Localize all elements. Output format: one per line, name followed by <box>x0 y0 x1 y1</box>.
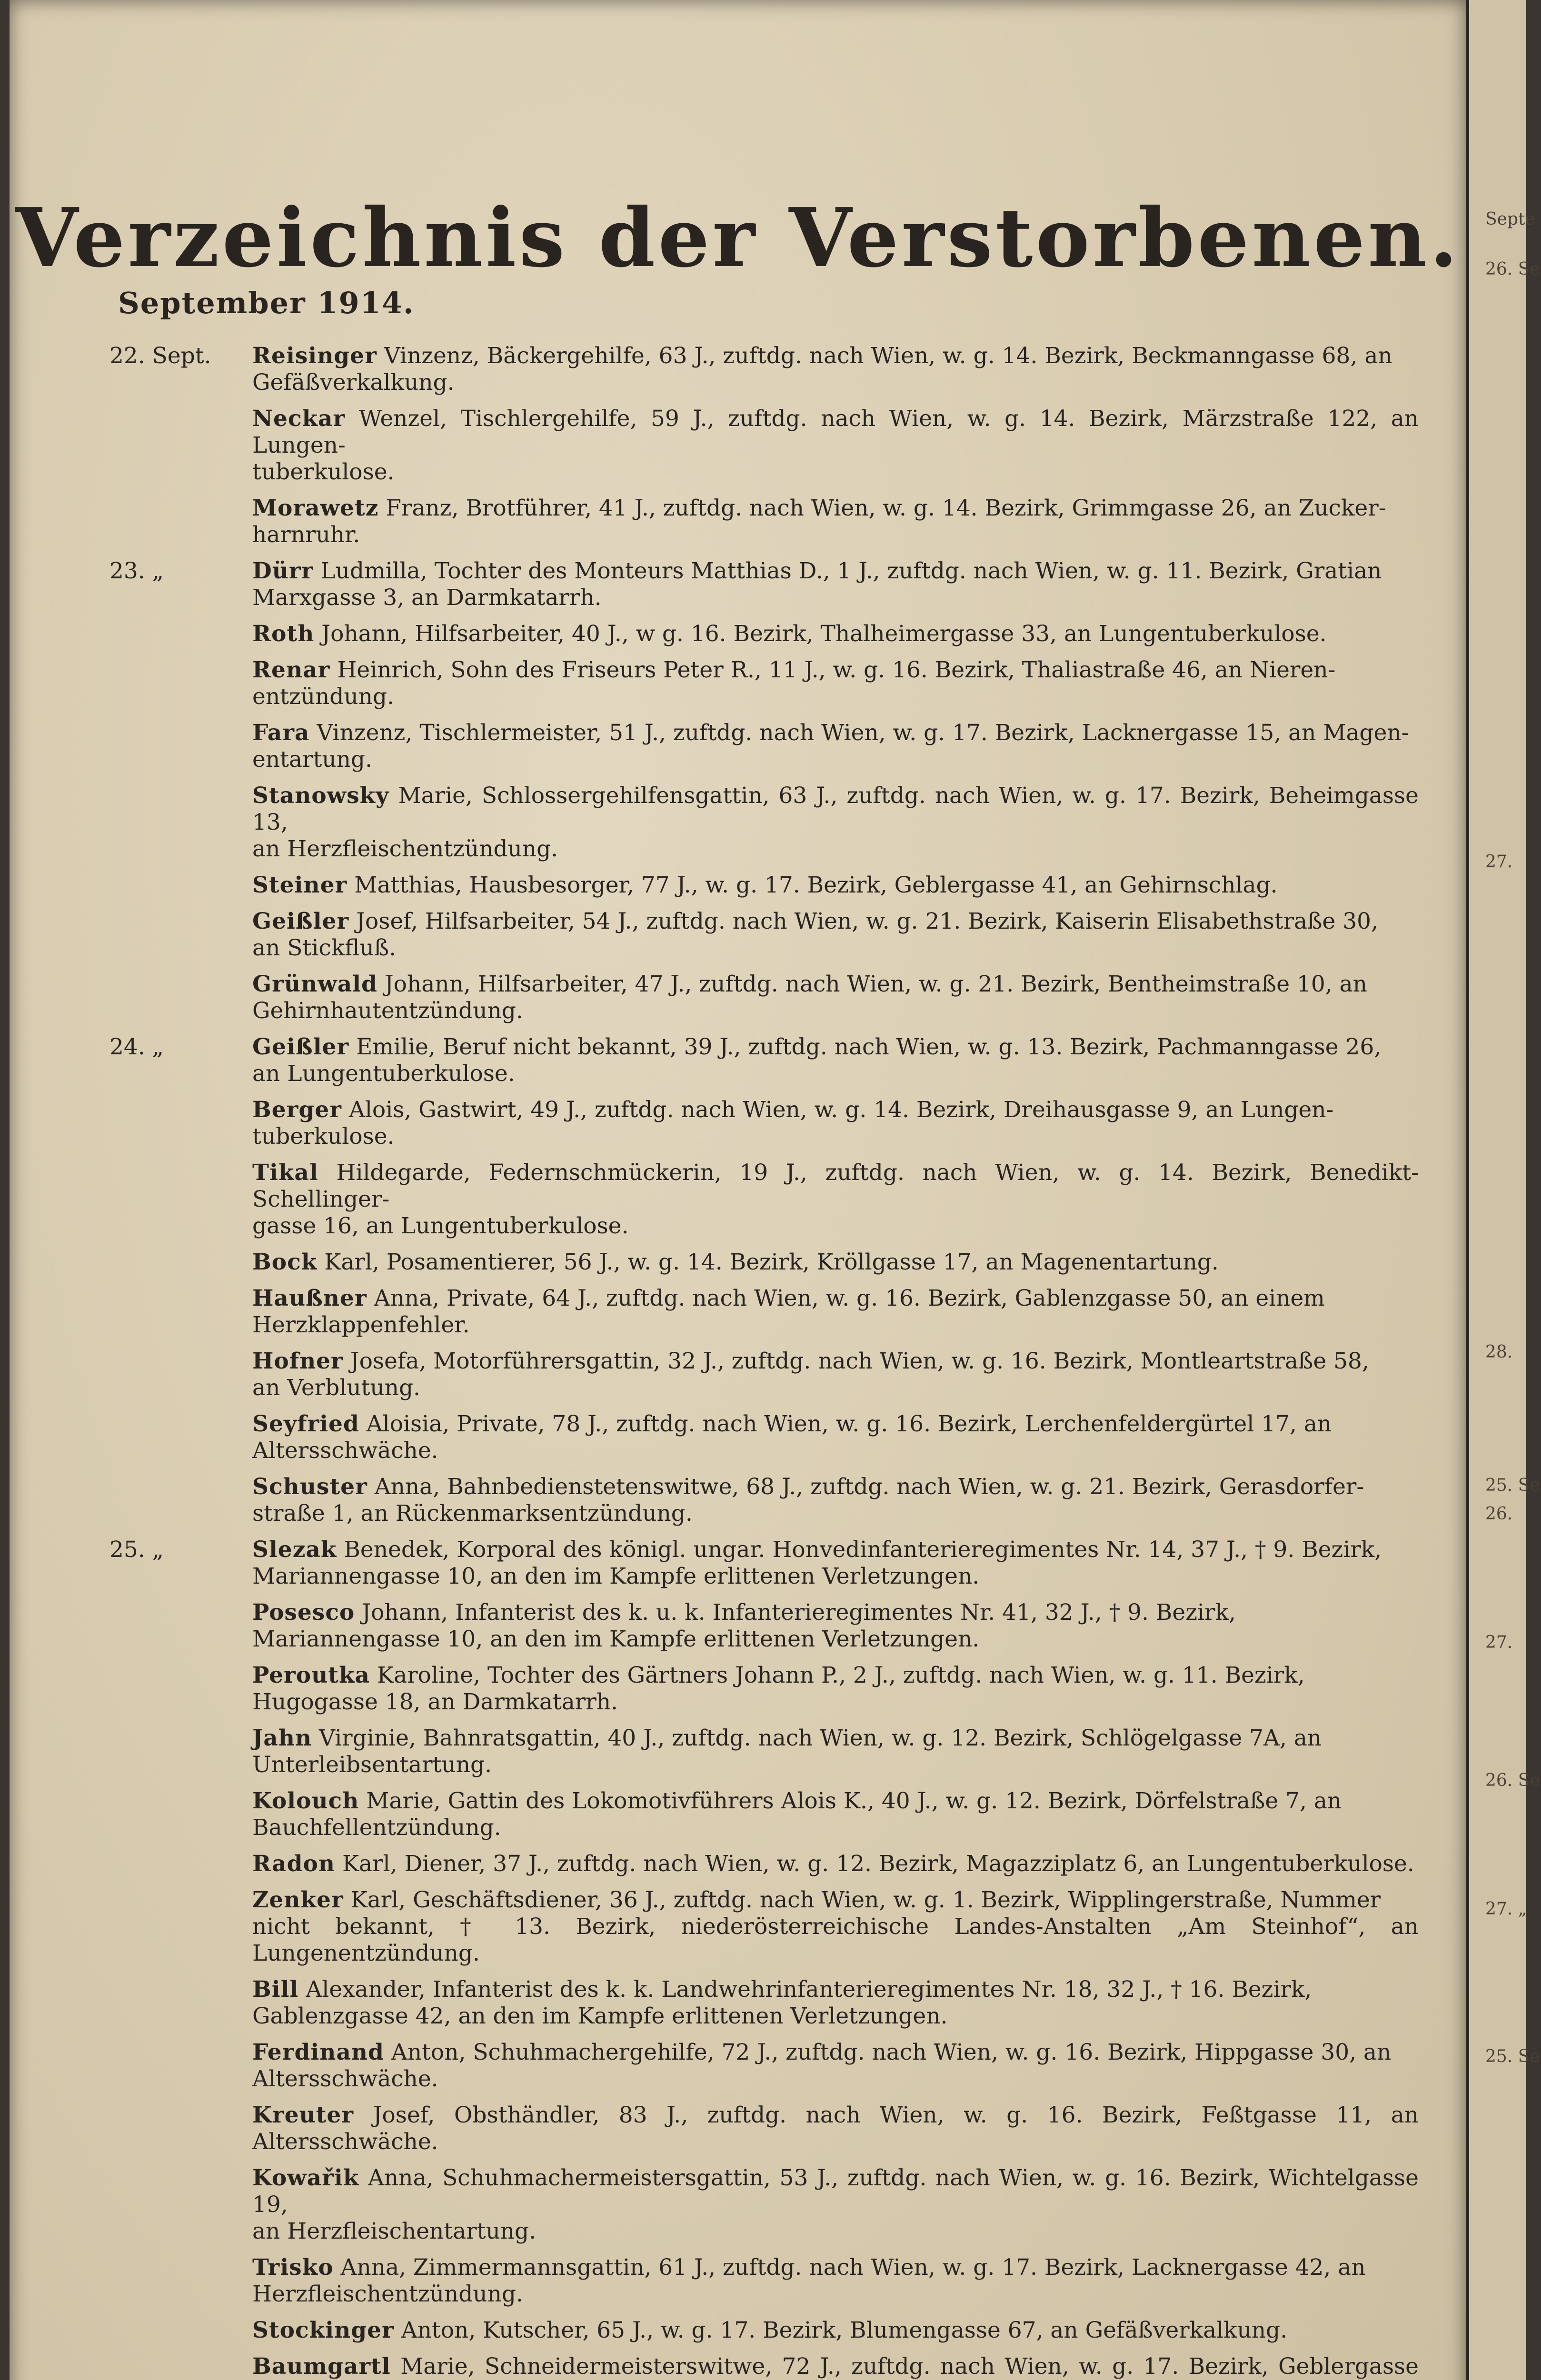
adjacent-page-fragment: 28. <box>1485 1342 1513 1362</box>
deceased-name: Kowařik <box>252 2165 359 2191</box>
entry-continuation: Bauchfellentzündung. <box>252 1815 501 1841</box>
entry-body <box>252 1411 1419 1438</box>
deceased-name: Haußner <box>252 1285 367 1311</box>
entry-details: Josefa, Motorführersgattin, 32 J., zuftdg. nach Wien, w. g. 16. Bezirk, Montleartstraße 58, <box>350 1348 1369 1374</box>
entry-details: Anna, Private, 64 J., zuftdg. nach Wien, w. g. 16. Bezirk, Gablenzgasse 50, an einem <box>374 1285 1325 1311</box>
entry-continuation: tuberkulose. <box>252 1123 395 1150</box>
entry-continuation: Mariannengasse 10, an den im Kampfe erlittenen Verletzungen. <box>252 1563 980 1589</box>
deceased-name: Posesco <box>252 1599 355 1626</box>
list-item <box>90 1788 1419 1841</box>
list-item <box>90 343 1419 396</box>
list-item <box>90 783 1419 863</box>
entry-body <box>252 908 1419 935</box>
list-item <box>90 1160 1419 1240</box>
deceased-name: Kreuter <box>252 2102 354 2128</box>
month-heading: September 1914. <box>118 286 415 320</box>
list-item <box>90 2317 1419 2344</box>
list-item <box>90 406 1419 486</box>
list-item <box>90 1599 1419 1653</box>
death-register-list <box>90 343 1419 2380</box>
entry-details: Josef, Obsthändler, 83 J., zuftdg. nach Wien, w. g. 16. Bezirk, Feßtgasse 11, an Altersschwäche. <box>252 2102 1419 2155</box>
deceased-name: Slezak <box>252 1537 337 1563</box>
entry-body <box>252 2254 1419 2281</box>
entry-body <box>252 1788 1419 1815</box>
entry-body <box>252 872 1419 899</box>
entry-details: Karl, Geschäftsdiener, 36 J., zuftdg. nach Wien, w. g. 1. Bezirk, Wipplingerstraße, Nummer <box>350 1887 1381 1913</box>
list-item <box>90 1851 1419 1877</box>
entry-body <box>252 657 1419 684</box>
list-item <box>90 1887 1419 1967</box>
entry-continuation: Gefäßverkalkung. <box>252 369 455 396</box>
list-item <box>90 1411 1419 1464</box>
entry-continuation: an Stickfluß. <box>252 935 397 961</box>
entry-body <box>252 1160 1419 1213</box>
list-item <box>90 2102 1419 2155</box>
entry-details: Anton, Kutscher, 65 J., w. g. 17. Bezirk, Blumengasse 67, an Gefäßverkalkung. <box>401 2317 1288 2343</box>
deceased-name: Grünwald <box>252 971 378 997</box>
deceased-name: Stanowsky <box>252 783 389 809</box>
entry-continuation: an Herzfleischentzündung. <box>252 836 558 862</box>
adjacent-page-fragment: 26. Se <box>1485 259 1540 279</box>
entry-body <box>252 971 1419 998</box>
list-item <box>90 1725 1419 1778</box>
entry-body <box>252 2039 1419 2066</box>
entry-body <box>252 783 1419 836</box>
entry-body <box>252 2353 1419 2380</box>
register-page <box>10 0 1466 2380</box>
adjacent-page-fragment: 25. Se <box>1485 1476 1540 1495</box>
list-item <box>90 1537 1419 1590</box>
entry-details: Johann, Hilfsarbeiter, 40 J., w g. 16. Bezirk, Thalheimergasse 33, an Lungentuberkulose. <box>321 621 1327 647</box>
entry-continuation: Mariannengasse 10, an den im Kampfe erlittenen Verletzungen. <box>252 1626 980 1652</box>
list-item <box>90 1285 1419 1339</box>
entry-details: Vinzenz, Tischlermeister, 51 J., zuftdg. nach Wien, w. g. 17. Bezirk, Lacknergasse 15, an Magen- <box>317 720 1409 746</box>
list-item <box>90 1474 1419 1527</box>
list-item <box>90 971 1419 1024</box>
list-item <box>90 621 1419 647</box>
entry-body <box>252 2165 1419 2218</box>
entry-continuation: Hugogasse 18, an Darmkatarrh. <box>252 1689 618 1715</box>
adjacent-page-fragment: 26. Se <box>1485 1771 1540 1790</box>
entry-continuation: Gablenzgasse 42, an den im Kampfe erlittenen Verletzungen. <box>252 2003 948 2029</box>
deceased-name: Baumgartl <box>252 2353 391 2380</box>
entry-continuation: an Herzfleischentartung. <box>252 2218 537 2244</box>
entry-continuation: an Verblutung. <box>252 1375 420 1401</box>
entry-body <box>252 1537 1419 1563</box>
entry-continuation: harnruhr. <box>252 522 360 548</box>
deceased-name: Stockinger <box>252 2317 394 2343</box>
entry-body <box>252 621 1419 647</box>
deceased-name: Kolouch <box>252 1788 359 1814</box>
adjacent-page-fragment: Septe <box>1485 209 1535 229</box>
entry-details: Matthias, Hausbesorger, 77 J., w. g. 17. Bezirk, Geblergasse 41, an Gehirnschlag. <box>354 872 1278 898</box>
entry-details: Karoline, Tochter des Gärtners Johann P., 2 J., zuftdg. nach Wien, w. g. 11. Bezirk, <box>377 1662 1305 1688</box>
deceased-name: Zenker <box>252 1887 344 1913</box>
list-item <box>90 1249 1419 1276</box>
entry-details: Ludmilla, Tochter des Monteurs Matthias D., 1 J., zuftdg. nach Wien, w. g. 11. Bezirk, Gratian <box>320 558 1382 584</box>
list-item <box>90 1348 1419 1401</box>
adjacent-page-edge <box>1466 0 1540 2380</box>
list-item <box>90 908 1419 962</box>
entry-continuation: an Lungentuberkulose. <box>252 1061 515 1087</box>
page-title: Verzeichnis der Verstorbenen. <box>15 190 1461 286</box>
entry-continuation: entartung. <box>252 746 372 773</box>
entry-details: Anna, Schuhmachermeistersgattin, 53 J., zuftdg. nach Wien, w. g. 16. Bezirk, Wichtelgasse 19, <box>252 2165 1419 2218</box>
deceased-name: Fara <box>252 720 310 746</box>
entry-details: Wenzel, Tischlergehilfe, 59 J., zuftdg. nach Wien, w. g. 14. Bezirk, Märzstraße 122, an Lungen- <box>252 406 1419 458</box>
entry-continuation: gasse 16, an Lungentuberkulose. <box>252 1213 629 1239</box>
entry-body <box>252 1034 1419 1061</box>
deceased-name: Neckar <box>252 406 346 432</box>
entry-body <box>252 720 1419 746</box>
entry-details: Marie, Schlossergehilfensgattin, 63 J., zuftdg. nach Wien, w. g. 17. Bezirk, Beheimgasse 13, <box>252 783 1419 835</box>
adjacent-page-fragment: 25. Se <box>1485 2047 1540 2066</box>
deceased-name: Ferdinand <box>252 2039 384 2065</box>
entry-continuation: Altersschwäche. <box>252 1438 438 1464</box>
entry-details: Anton, Schuhmachergehilfe, 72 J., zuftdg. nach Wien, w. g. 16. Bezirk, Hippgasse 30, an <box>391 2039 1392 2065</box>
deceased-name: Renar <box>252 657 330 683</box>
list-item <box>90 2254 1419 2308</box>
list-item <box>90 2353 1419 2380</box>
deceased-name: Trisko <box>252 2254 334 2281</box>
entry-body <box>252 1348 1419 1375</box>
entry-continuation: Herzklappenfehler. <box>252 1312 470 1338</box>
deceased-name: Morawetz <box>252 495 379 521</box>
adjacent-page-fragment: 27. „ <box>1485 1899 1527 1919</box>
list-item <box>90 720 1419 773</box>
entry-details: Johann, Hilfsarbeiter, 47 J., zuftdg. nach Wien, w. g. 21. Bezirk, Bentheimstraße 10, an <box>384 971 1367 997</box>
deceased-name: Schuster <box>252 1474 368 1500</box>
entry-body <box>252 1662 1419 1689</box>
entry-details: Johann, Infanterist des k. u. k. Infanterieregimentes Nr. 41, 32 J., † 9. Bezirk, <box>362 1599 1236 1626</box>
deceased-name: Bock <box>252 1249 318 1275</box>
list-item <box>90 2039 1419 2092</box>
entry-continuation: tuberkulose. <box>252 459 395 485</box>
entry-body <box>252 343 1419 369</box>
list-item <box>90 1034 1419 1087</box>
entry-continuation: Marxgasse 3, an Darmkatarrh. <box>252 585 602 611</box>
entry-details: Anna, Zimmermannsgattin, 61 J., zuftdg. nach Wien, w. g. 17. Bezirk, Lacknergasse 42, an <box>340 2254 1366 2281</box>
list-item <box>90 2165 1419 2245</box>
adjacent-page-fragment: 26. <box>1485 1504 1513 1524</box>
entry-body <box>252 558 1419 585</box>
entry-details: Alois, Gastwirt, 49 J., zuftdg. nach Wien, w. g. 14. Bezirk, Dreihausgasse 9, an Lungen- <box>348 1097 1334 1123</box>
entry-details: Aloisia, Private, 78 J., zuftdg. nach Wien, w. g. 16. Bezirk, Lerchenfeldergürtel 17, an <box>366 1411 1332 1437</box>
entry-body <box>252 1474 1419 1500</box>
list-item <box>90 1662 1419 1716</box>
entry-body <box>252 406 1419 459</box>
entry-details: Alexander, Infanterist des k. k. Landwehrinfanterieregimentes Nr. 18, 32 J., † 16. Bezirk, <box>306 1976 1312 2003</box>
entry-date: 25. „ <box>109 1537 164 1563</box>
entry-body <box>252 1599 1419 1626</box>
list-item <box>90 872 1419 899</box>
adjacent-page-fragment: 27. <box>1485 1633 1513 1652</box>
deceased-name: Peroutka <box>252 1662 370 1688</box>
entry-continuation: Unterleibsentartung. <box>252 1752 492 1778</box>
entry-date: 23. „ <box>109 558 164 584</box>
entry-details: Virginie, Bahnratsgattin, 40 J., zuftdg. nach Wien, w. g. 12. Bezirk, Schlögelgasse 7A, an <box>319 1725 1322 1751</box>
entry-details: Karl, Posamentierer, 56 J., w. g. 14. Bezirk, Kröllgasse 17, an Magenentartung. <box>324 1249 1219 1275</box>
entry-body <box>252 1097 1419 1123</box>
entry-continuation: Gehirnhautentzündung. <box>252 998 523 1024</box>
list-item <box>90 1976 1419 2030</box>
entry-details: Hildegarde, Federnschmückerin, 19 J., zuftdg. nach Wien, w. g. 14. Bezirk, Benedikt-Schellinger- <box>252 1160 1419 1212</box>
entry-details: Emilie, Beruf nicht bekannt, 39 J., zuftdg. nach Wien, w. g. 13. Bezirk, Pachmanngasse 26, <box>356 1034 1382 1060</box>
entry-body <box>252 1249 1419 1276</box>
deceased-name: Bill <box>252 1976 299 2003</box>
list-item <box>90 1097 1419 1150</box>
entry-body <box>252 1285 1419 1312</box>
entry-body <box>252 495 1419 522</box>
entry-details: Josef, Hilfsarbeiter, 54 J., zuftdg. nach Wien, w. g. 21. Bezirk, Kaiserin Elisabethstraße 30, <box>356 908 1378 934</box>
deceased-name: Tikal <box>252 1160 318 1186</box>
deceased-name: Hofner <box>252 1348 343 1374</box>
entry-continuation: entzündung. <box>252 684 394 710</box>
entry-continuation: straße 1, an Rückenmarksentzündung. <box>252 1500 693 1527</box>
entry-details: Marie, Schneidermeisterswitwe, 72 J., zuftdg. nach Wien, w. g. 17. Bezirk, Geblergasse <box>400 2353 1419 2380</box>
entry-details: Franz, Brotführer, 41 J., zuftdg. nach Wien, w. g. 14. Bezirk, Grimmgasse 26, an Zucker- <box>386 495 1386 521</box>
entry-body <box>252 1887 1419 1914</box>
list-item <box>90 558 1419 611</box>
entry-body <box>252 1976 1419 2003</box>
entry-body <box>252 2102 1419 2155</box>
entry-details: Marie, Gattin des Lokomotivführers Alois K., 40 J., w. g. 12. Bezirk, Dörfelstraße 7, an <box>366 1788 1342 1814</box>
entry-details: Karl, Diener, 37 J., zuftdg. nach Wien, w. g. 12. Bezirk, Magazziplatz 6, an Lungentuberkulose. <box>342 1851 1414 1877</box>
list-item <box>90 657 1419 710</box>
entry-continuation: Herzfleischentzündung. <box>252 2281 523 2307</box>
deceased-name: Radon <box>252 1851 335 1877</box>
deceased-name: Seyfried <box>252 1411 359 1437</box>
deceased-name: Roth <box>252 621 315 647</box>
entry-details: Anna, Bahnbedienstetenswitwe, 68 J., zuftdg. nach Wien, w. g. 21. Bezirk, Gerasdorfer- <box>374 1474 1364 1500</box>
entry-continuation: nicht bekannt, † 13. Bezirk, niederösterreichische Landes-Anstalten „Am Steinhof“, an Lungenentzündung. <box>252 1914 1419 1966</box>
list-item <box>90 495 1419 548</box>
adjacent-page-fragment: 27. <box>1485 852 1513 872</box>
deceased-name: Berger <box>252 1097 342 1123</box>
entry-details: Vinzenz, Bäckergehilfe, 63 J., zuftdg. nach Wien, w. g. 14. Bezirk, Beckmanngasse 68, an <box>384 343 1392 369</box>
deceased-name: Geißler <box>252 908 349 934</box>
deceased-name: Dürr <box>252 558 314 584</box>
entry-body <box>252 1725 1419 1752</box>
deceased-name: Reisinger <box>252 343 377 369</box>
entry-details: Heinrich, Sohn des Friseurs Peter R., 11 J., w. g. 16. Bezirk, Thaliastraße 46, an Nieren- <box>337 657 1336 683</box>
entry-details: Benedek, Korporal des königl. ungar. Honvedinfanterieregimentes Nr. 14, 37 J., † 9. Bezirk, <box>344 1537 1382 1563</box>
entry-date: 24. „ <box>109 1034 164 1060</box>
deceased-name: Jahn <box>252 1725 312 1751</box>
deceased-name: Steiner <box>252 872 348 898</box>
deceased-name: Geißler <box>252 1034 349 1060</box>
entry-continuation: Altersschwäche. <box>252 2066 438 2092</box>
entry-body <box>252 1851 1419 1877</box>
entry-body <box>252 2317 1419 2344</box>
entry-date: 22. Sept. <box>109 343 211 369</box>
